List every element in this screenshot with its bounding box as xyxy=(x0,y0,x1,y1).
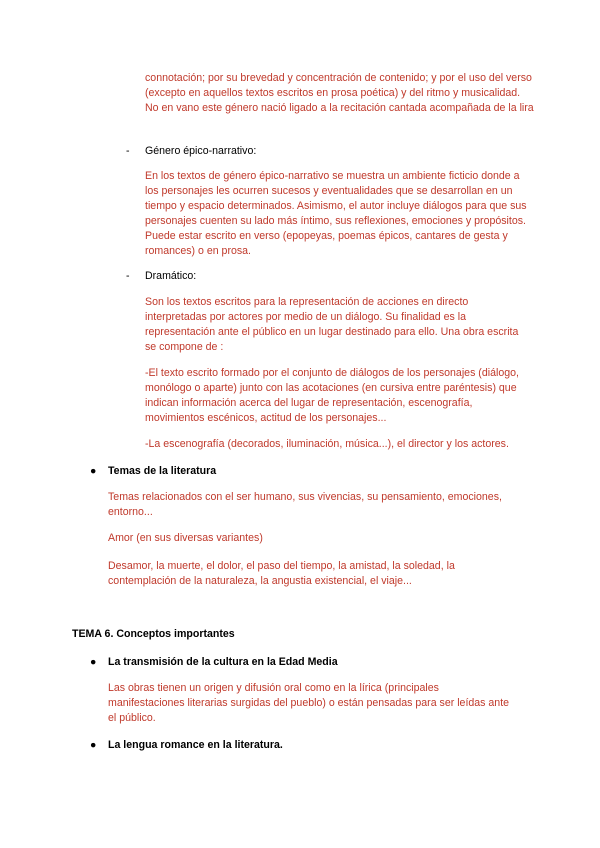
lyric-genre-continuation: connotación; por su brevedad y concentración de contenido; y por el uso del verso (excepto en aquellos textos escritos en prosa poética) y del ritmo y musicalidad. No en vano este género nació ligado a la recitación cantada acompañada de la lira xyxy=(145,72,534,114)
dramatic-description: Son los textos escritos para la representación de acciones en directo interpretadas por actores por medio de un diálogo. Su finalidad es la representación ante el público en un lugar destinado para ello. Una obra escrita se compone de : xyxy=(145,296,519,353)
tema6-heading: TEMA 6. Conceptos importantes xyxy=(72,628,235,640)
medieval-culture-paragraph: Las obras tienen un origen y difusión oral como en la lírica (principales manifestaciones literarias surgidas del pueblo) o están pensadas para ser leídas ante el público. xyxy=(108,682,510,724)
themes-heading: Temas de la literatura xyxy=(108,465,217,477)
themes-paragraph-human: Temas relacionados con el ser humano, sus vivencias, su pensamiento, emociones, entorno... xyxy=(108,491,502,518)
genre-epic-narrative-label: Género épico-narrativo: xyxy=(145,145,257,157)
epic-narrative-description: En los textos de género épico-narrativo se muestra un ambiente ficticio donde a los personajes les ocurren sucesos y eventualidades que se desarrollan en un tiempo y espacio determinados. Asimismo, el autor incluye diálogos para que sus personajes cuenten su lado más íntimo, sus reflexiones, emociones y propósitos. Puede estar escrito en verso (epopeyas, poemas épicos, cantares de gesta y romances) o en prosa. xyxy=(145,170,527,257)
dash-marker: - xyxy=(126,145,130,157)
dash-marker: - xyxy=(126,270,130,282)
bullet-marker: ● xyxy=(90,739,97,751)
medieval-culture-heading: La transmisión de la cultura en la Edad Media xyxy=(108,656,338,668)
bullet-marker: ● xyxy=(90,656,97,668)
themes-paragraph-other: Desamor, la muerte, el dolor, el paso del tiempo, la amistad, la soledad, la contemplación de la naturaleza, la angustia existencial, el viaje... xyxy=(108,560,455,587)
dramatic-component-staging: -La escenografía (decorados, iluminación, música...), el director y los actores. xyxy=(145,438,509,450)
romance-language-heading: La lengua romance en la literatura. xyxy=(108,739,283,751)
dramatic-component-text: -El texto escrito formado por el conjunto de diálogos de los personajes (diálogo, monólogo o aparte) junto con las acotaciones (en cursiva entre paréntesis) que indican información acerca del lugar de representación, escenografía, movimientos escénicos, actitud de los personajes... xyxy=(145,367,519,424)
bullet-marker: ● xyxy=(90,465,97,477)
themes-paragraph-love: Amor (en sus diversas variantes) xyxy=(108,532,263,544)
genre-dramatic-label: Dramático: xyxy=(145,270,197,282)
